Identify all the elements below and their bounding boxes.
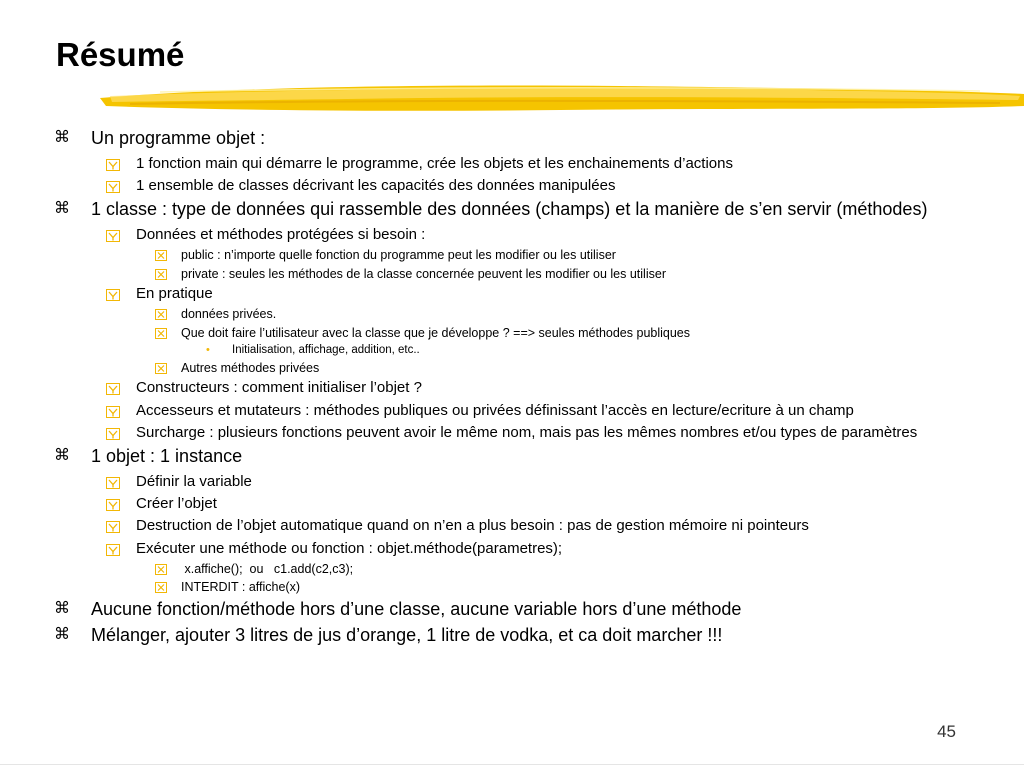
- title-underline-brushstroke: [100, 76, 1024, 118]
- x-box-bullet-icon: [155, 309, 167, 323]
- x-box-bullet-icon: [155, 269, 167, 283]
- footer-divider: [0, 764, 1024, 765]
- list-item: [0, 495, 1024, 512]
- list-item: [0, 344, 1024, 357]
- list-item: [0, 226, 1024, 243]
- check-box-bullet-icon: [106, 498, 120, 515]
- x-box-bullet-icon: [155, 363, 167, 377]
- list-item: [0, 446, 1024, 467]
- list-item: [0, 155, 1024, 172]
- list-item: [0, 540, 1024, 557]
- list-item: [0, 128, 1024, 149]
- x-box-bullet-icon: [155, 564, 167, 578]
- command-key-bullet-icon: ⌘: [54, 599, 70, 617]
- list-item: [0, 285, 1024, 302]
- list-item: [0, 562, 1024, 576]
- list-item-text: En pratique: [136, 284, 213, 302]
- command-key-bullet-icon: ⌘: [54, 129, 70, 146]
- x-box-bullet-icon: [155, 582, 167, 596]
- list-item-text: données privées.: [181, 307, 277, 322]
- list-item-text: Aucune fonction/méthode hors d’une classe, aucune variable hors d’une méthode: [91, 598, 742, 619]
- list-item-text: 1 fonction main qui démarre le programme, crée les objets et les enchainements d’actions: [136, 154, 733, 172]
- x-box-bullet-icon: [155, 328, 167, 342]
- dot-bullet-icon: •: [206, 343, 210, 356]
- list-item: [0, 361, 1024, 375]
- list-item: [0, 379, 1024, 396]
- list-item-text: 1 objet : 1 instance: [91, 446, 243, 467]
- list-item: [0, 267, 1024, 281]
- check-box-bullet-icon: [106, 405, 120, 422]
- list-item-text: public : n’importe quelle fonction du programme peut les modifier ou les utiliser: [181, 248, 616, 263]
- list-item: [0, 580, 1024, 594]
- check-box-bullet-icon: [106, 476, 120, 493]
- bullet-list: [0, 128, 1024, 652]
- check-box-bullet-icon: [106, 229, 120, 246]
- check-box-bullet-icon: [106, 382, 120, 399]
- list-item: [0, 248, 1024, 262]
- list-item-text: Un programme objet :: [91, 128, 266, 148]
- check-box-bullet-icon: [106, 158, 120, 175]
- list-item-text: INTERDIT : affiche(x): [181, 580, 301, 595]
- list-item-text: private : seules les méthodes de la classe concernée peuvent les modifier ou les utiliser: [181, 266, 666, 281]
- list-item: [0, 599, 1024, 620]
- list-item: [0, 199, 1024, 220]
- check-box-bullet-icon: [106, 520, 120, 537]
- list-item: [0, 424, 1024, 441]
- list-item: [0, 177, 1024, 194]
- list-item: [0, 473, 1024, 490]
- list-item-text: Autres méthodes privées: [181, 361, 320, 376]
- list-item: [0, 326, 1024, 340]
- list-item: [0, 402, 1024, 419]
- list-item-text: Exécuter une méthode ou fonction : objet.méthode(parametres);: [136, 539, 563, 557]
- x-box-bullet-icon: [155, 250, 167, 264]
- list-item: [0, 517, 1024, 534]
- list-item-text: Initialisation, affichage, addition, etc..: [232, 343, 420, 356]
- list-item-text: Accesseurs et mutateurs : méthodes publiques ou privées définissant l’accès en lecture/ecriture à un champ: [136, 401, 854, 419]
- check-box-bullet-icon: [106, 427, 120, 444]
- list-item-text: x.affiche(); ou c1.add(c2,c3);: [181, 561, 354, 576]
- list-item-text: Mélanger, ajouter 3 litres de jus d’orange, 1 litre de vodka, et ca doit marcher !!!: [91, 625, 723, 646]
- list-item-text: 1 classe : type de données qui rassemble des données (champs) et la manière de s’en servir (méthodes): [91, 199, 928, 220]
- check-box-bullet-icon: [106, 543, 120, 560]
- command-key-bullet-icon: ⌘: [54, 447, 70, 465]
- command-key-bullet-icon: ⌘: [54, 200, 70, 218]
- page-number: 45: [937, 722, 956, 741]
- list-item-text: Définir la variable: [136, 472, 252, 490]
- slide-title: Résumé: [56, 36, 185, 73]
- command-key-bullet-icon: ⌘: [54, 626, 70, 644]
- list-item-text: Que doit faire l’utilisateur avec la classe que je développe ? ==> seules méthodes publiques: [181, 325, 691, 340]
- check-box-bullet-icon: [106, 288, 120, 305]
- list-item-text: Données et méthodes protégées si besoin :: [136, 225, 426, 243]
- check-box-bullet-icon: [106, 180, 120, 197]
- list-item: [0, 307, 1024, 321]
- list-item-text: Surcharge : plusieurs fonctions peuvent avoir le même nom, mais pas les mêmes nombres et/ou types de paramètres: [136, 423, 918, 441]
- list-item-text: 1 ensemble de classes décrivant les capacités des données manipulées: [136, 176, 616, 194]
- list-item: [0, 625, 1024, 646]
- list-item-text: Créer l’objet: [136, 495, 217, 513]
- list-item-text: Constructeurs : comment initialiser l’objet ?: [136, 379, 422, 397]
- list-item-text: Destruction de l’objet automatique quand on n’en a plus besoin : pas de gestion mémoire ni pointeurs: [136, 517, 809, 535]
